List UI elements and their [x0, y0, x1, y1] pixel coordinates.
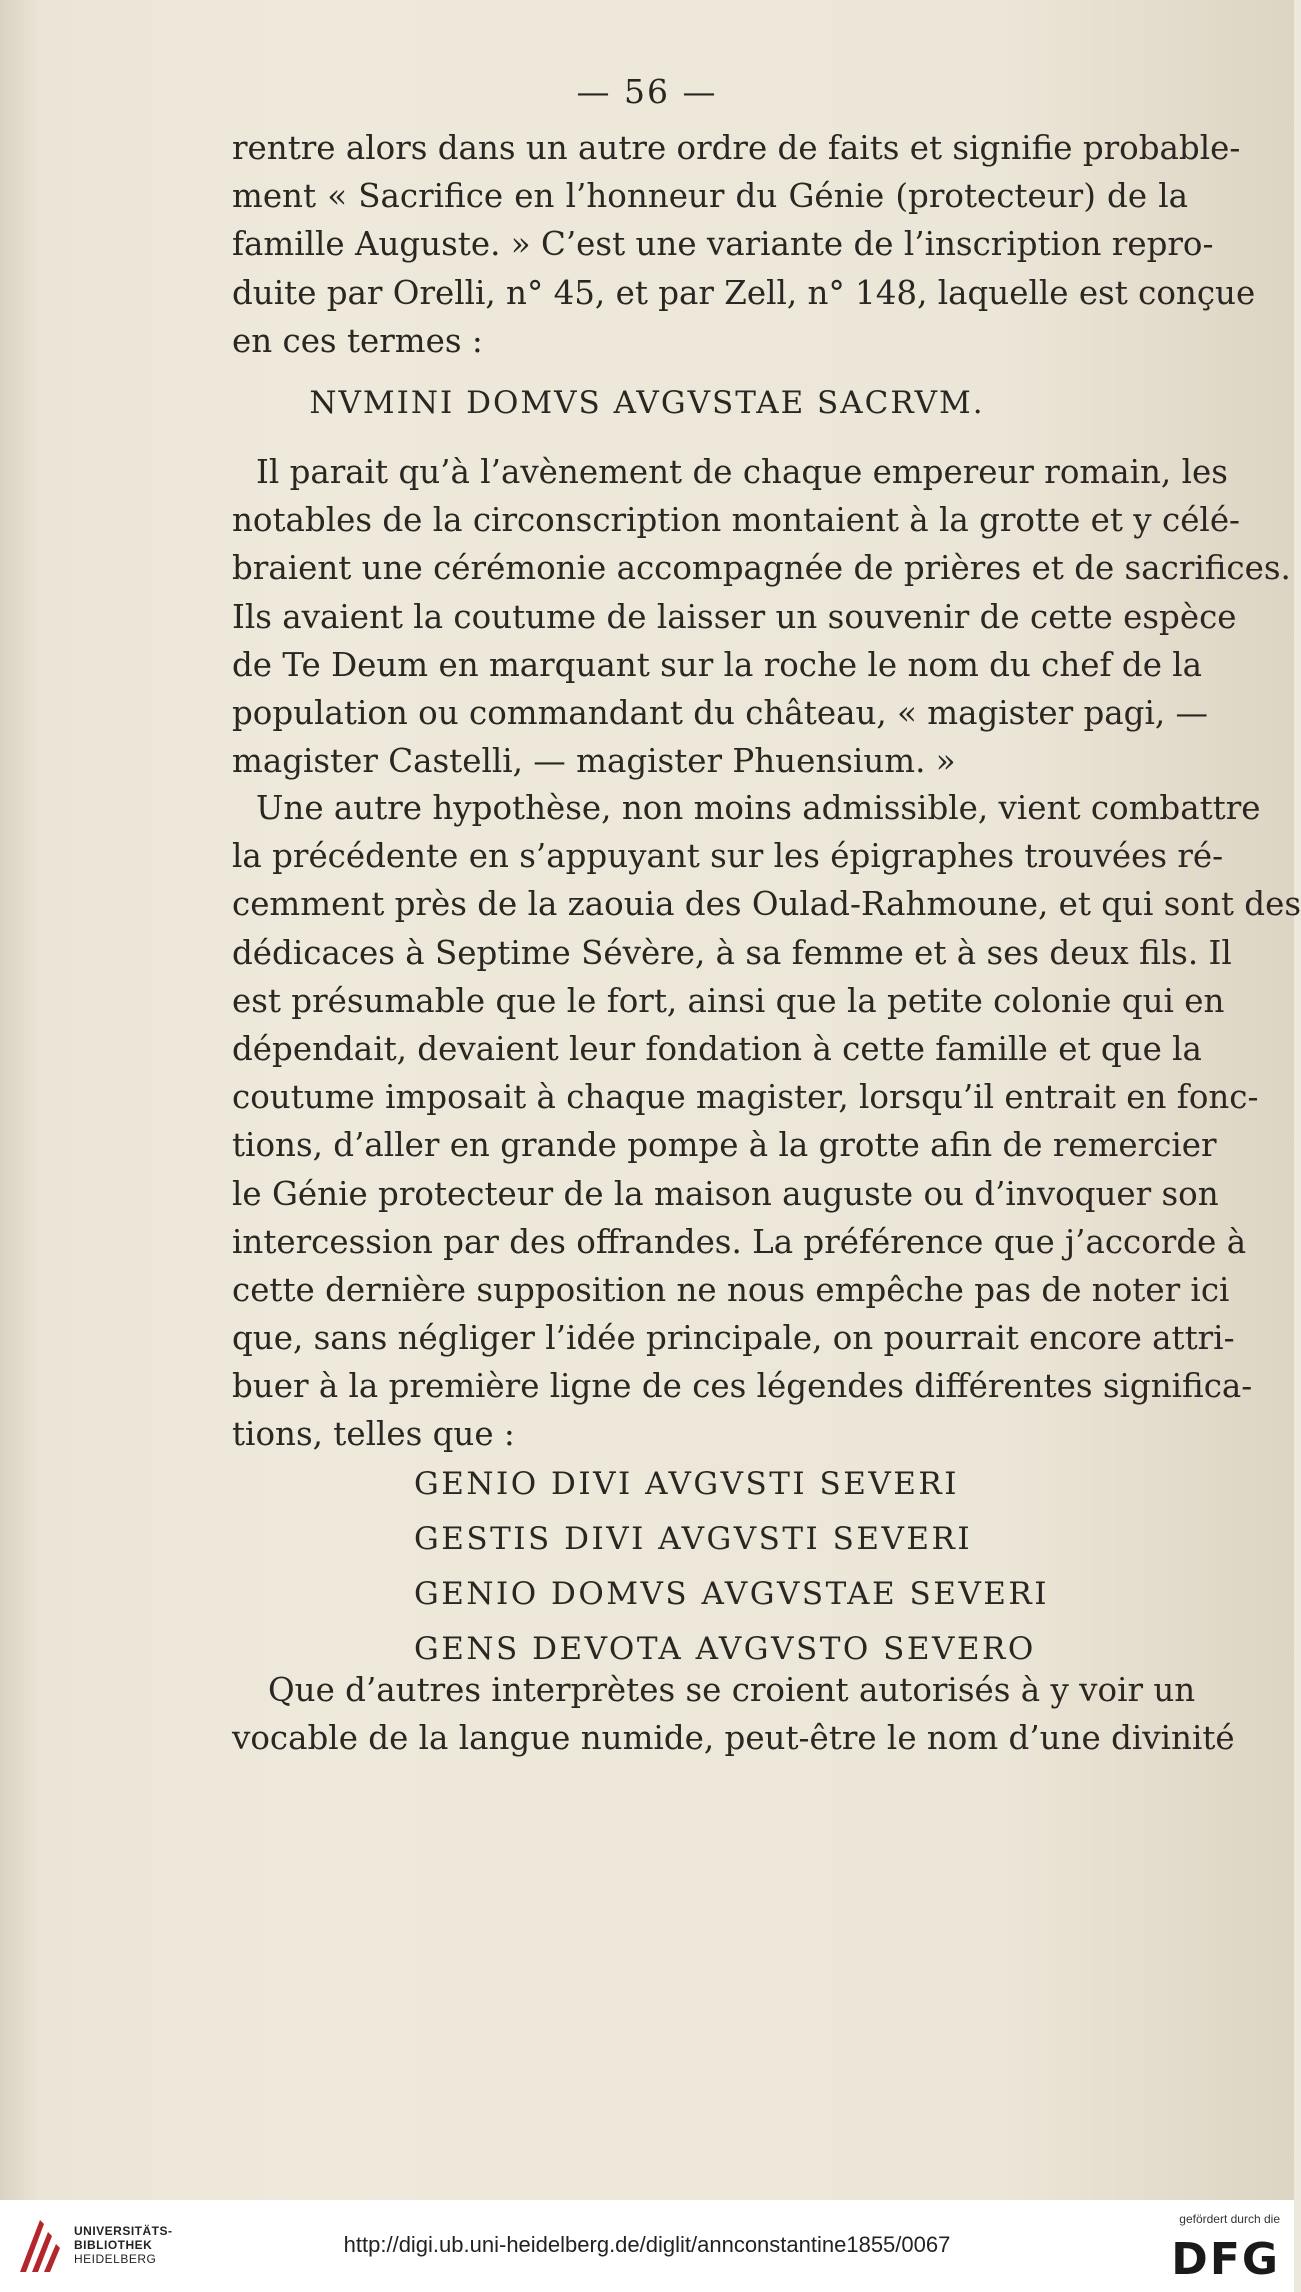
inscription-line: GENIO DOMVS AVGVSTAE SEVERI [414, 1576, 1049, 1612]
footer-bar [0, 2200, 1294, 2292]
text-line: le Génie protecteur de la maison auguste ou d’invoquer son [232, 1174, 1219, 1213]
text-line: notables de la circonscription montaient à la grotte et y célé- [232, 501, 1241, 540]
inscription-list [414, 1457, 1049, 1677]
text-line: coutume imposait à chaque magister, lorsqu’il entrait en fonc- [232, 1078, 1259, 1117]
paragraph-1 [232, 124, 1256, 365]
permalink-url[interactable]: http://digi.ub.uni-heidelberg.de/diglit/annconstantine1855/0067 [343, 2232, 951, 2257]
library-line-1: UNIVERSITÄTS- [74, 2224, 173, 2238]
page-number: — 56 — [576, 72, 718, 111]
text-line: duite par Orelli, n° 45, et par Zell, n° 148, laquelle est conçue [232, 273, 1256, 312]
paragraph-2 [232, 448, 1291, 785]
text-line: dédicaces à Septime Sévère, à sa femme et à ses deux fils. Il [232, 933, 1232, 972]
text-line: Une autre hypothèse, non moins admissible, vient combattre [256, 789, 1261, 827]
text-line: est présumable que le fort, ainsi que la petite colonie qui en [232, 981, 1225, 1020]
text-line: intercession par des offrandes. La préférence que j’accorde à [232, 1222, 1247, 1261]
text-line: tions, d’aller en grande pompe à la grotte afin de remercier [232, 1126, 1217, 1165]
text-line: Que d’autres interprètes se croient autorisés à y voir un [268, 1671, 1196, 1709]
dfg-logo: DFG [1171, 2234, 1280, 2285]
text-line: vocable de la langue numide, peut-être le nom d’une divinité [232, 1719, 1235, 1758]
paragraph-3 [232, 784, 1301, 1459]
text-line: de Te Deum en marquant sur la roche le nom du chef de la [232, 645, 1203, 684]
inscription-line: GENS DEVOTA AVGVSTO SEVERO [414, 1631, 1036, 1667]
text-line: braient une cérémonie accompagnée de prières et de sacrifices. [232, 549, 1291, 588]
text-line: cemment près de la zaouia des Oulad-Rahmoune, et qui sont des [232, 885, 1301, 924]
text-line: Ils avaient la coutume de laisser un souvenir de cette espèce [232, 597, 1237, 636]
text-line: famille Auguste. » C’est une variante de l’inscription repro- [232, 225, 1214, 264]
inscription-numini: NVMINI DOMVS AVGVSTAE SACRVM. [309, 385, 985, 421]
text-line: tions, telles que : [232, 1415, 515, 1454]
inscription-line: GESTIS DIVI AVGVSTI SEVERI [414, 1521, 973, 1557]
text-line: la précédente en s’appuyant sur les épigraphes trouvées ré- [232, 837, 1224, 876]
text-line: Il parait qu’à l’avènement de chaque empereur romain, les [256, 453, 1228, 491]
library-line-2: BIBLIOTHEK [74, 2238, 153, 2252]
text-line: que, sans négliger l’idée principale, on pourrait encore attri- [232, 1319, 1235, 1358]
text-line: buer à la première ligne de ces légendes différentes significa- [232, 1367, 1253, 1406]
text-line: en ces termes : [232, 321, 483, 360]
library-line-3: HEIDELBERG [74, 2252, 157, 2266]
text-line: magister Castelli, — magister Phuensium. » [232, 742, 956, 781]
inscription-line: GENIO DIVI AVGVSTI SEVERI [414, 1466, 959, 1502]
text-line: population ou commandant du château, « magister pagi, — [232, 693, 1209, 732]
text-line: rentre alors dans un autre ordre de faits et signifie probable- [232, 129, 1241, 167]
text-line: dépendait, devaient leur fondation à cette famille et que la [232, 1029, 1202, 1068]
paragraph-4 [232, 1666, 1235, 1762]
text-line: cette dernière supposition ne nous empêche pas de noter ici [232, 1270, 1230, 1309]
funded-by-label: gefördert durch die [1179, 2212, 1280, 2226]
text-line: ment « Sacrifice en l’honneur du Génie (protecteur) de la [232, 177, 1188, 216]
